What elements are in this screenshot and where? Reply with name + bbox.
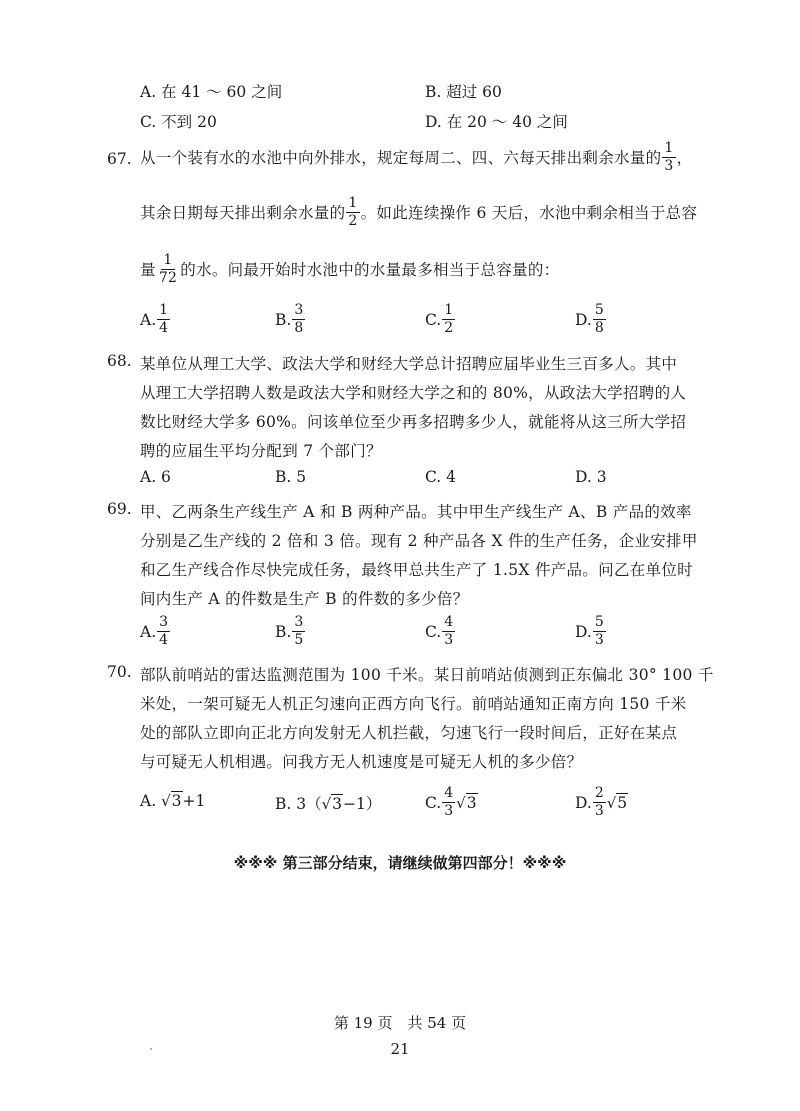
question-70-option-c: C. $\frac{4}{3}$ √3 [425,785,477,819]
question-70-option-b: B. 3（√3−1） [275,795,382,813]
question-68-option-b: B. 5 [275,468,307,486]
question-69-number: 69. [107,500,132,518]
question-67-option-b: B. $\frac{3}{8}$ [275,302,304,336]
question-69-option-c: C. $\frac{4}{3}$ [425,614,454,648]
prev-option-d: D. 在 20 ～ 40 之间 [425,113,568,131]
question-68-line-1: 某单位从理工大学、政法大学和财经大学总计招聘应届毕业生三百多人。其中 [140,355,678,373]
question-68-option-c: C. 4 [425,468,457,486]
scan-speck [150,1048,152,1050]
question-67-number: 67. [107,150,132,168]
question-68-line-4: 聘的应届生平均分配到 7 个部门？ [140,442,382,460]
fraction: $\frac{1}{2}$ [348,195,358,229]
question-68-option-d: D. 3 [575,468,607,486]
question-70-line-2: 米处，一架可疑无人机正匀速向正西方向飞行。前哨站通知正南方向 150 千米 [140,695,687,713]
question-70-line-3: 处的部队立即向正北方向发射无人机拦截，匀速飞行一段时间后，正好在某点 [140,724,678,742]
question-68-number: 68. [107,352,132,370]
question-67-option-a: A. $\frac{1}{4}$ [140,302,169,336]
question-70-option-a: A. √3+1 [140,792,206,810]
square-root: √3 [161,792,182,810]
question-67-line-2: 其余日期每天排出剩余水量的 $\frac{1}{2}$ 。如此连续操作 6 天后，水池中剩余相当于总容 [140,195,698,229]
question-69-option-a: A. $\frac{3}{4}$ [140,614,169,648]
square-root: √5 [606,794,628,813]
question-69-line-2: 分别是乙生产线的 2 倍和 3 倍。现有 2 种产品各 X 件的生产任务，企业安排甲 [140,532,698,550]
prev-option-b: B. 超过 60 [425,83,502,101]
page-of-total: 第 19 页 共 54 页 [333,1014,467,1032]
square-root: √3 [456,794,477,813]
question-69-line-1: 甲、乙两条生产线生产 A 和 B 两种产品。其中甲生产线生产 A、B 产品的效率 [140,503,692,521]
question-70-line-4: 与可疑无人机相遇。问我方无人机速度是可疑无人机的多少倍？ [140,753,583,771]
question-70-line-1: 部队前哨站的雷达监测范围为 100 千米。某日前哨站侦测到正东偏北 30° 100 千 [140,666,714,684]
question-67-line-1: 从一个装有水的水池中向外排水，规定每周二、四、六每天排出剩余水量的 $\frac{1}{3}$ ， [140,140,693,174]
question-67-line-3: 量 $\frac{1}{72}$ 的水。问最开始时水池中的水量最多相当于总容量的： [140,252,560,286]
question-67-option-d: D. $\frac{5}{8}$ [575,302,604,336]
question-68-line-2: 从理工大学招聘人数是政法大学和财经大学之和的 80%，从政法大学招聘的人 [140,384,687,402]
question-68-line-3: 数比财经大学多 60%。问该单位至少再多招聘多少人，就能将从这三所大学招 [140,413,687,431]
question-69-line-3: 和乙生产线合作尽快完成任务，最终甲总共生产了 1.5X 件产品。问乙在单位时 [140,561,693,579]
question-67-option-c: C. $\frac{1}{2}$ [425,302,454,336]
page-number: 21 [390,1040,410,1058]
question-69-line-4: 间内生产 A 的件数是生产 B 的件数的多少倍？ [140,590,469,608]
question-69-option-b: B. $\frac{3}{5}$ [275,614,304,648]
prev-option-c: C. 不到 20 [140,113,217,131]
question-69-option-d: D. $\frac{5}{3}$ [575,614,604,648]
question-70-option-d: D. $\frac{2}{3}$ √5 [575,785,628,819]
question-70-number: 70. [107,663,132,681]
question-68-option-a: A. 6 [140,468,171,486]
fraction: $\frac{1}{3}$ [664,140,674,174]
prev-option-a: A. 在 41 ～ 60 之间 [140,83,283,101]
square-root: √3 [321,795,343,813]
fraction: $\frac{1}{72}$ [158,252,178,286]
section-end-note: ※※※ 第三部分结束，请继续做第四部分！※※※ [233,854,567,872]
